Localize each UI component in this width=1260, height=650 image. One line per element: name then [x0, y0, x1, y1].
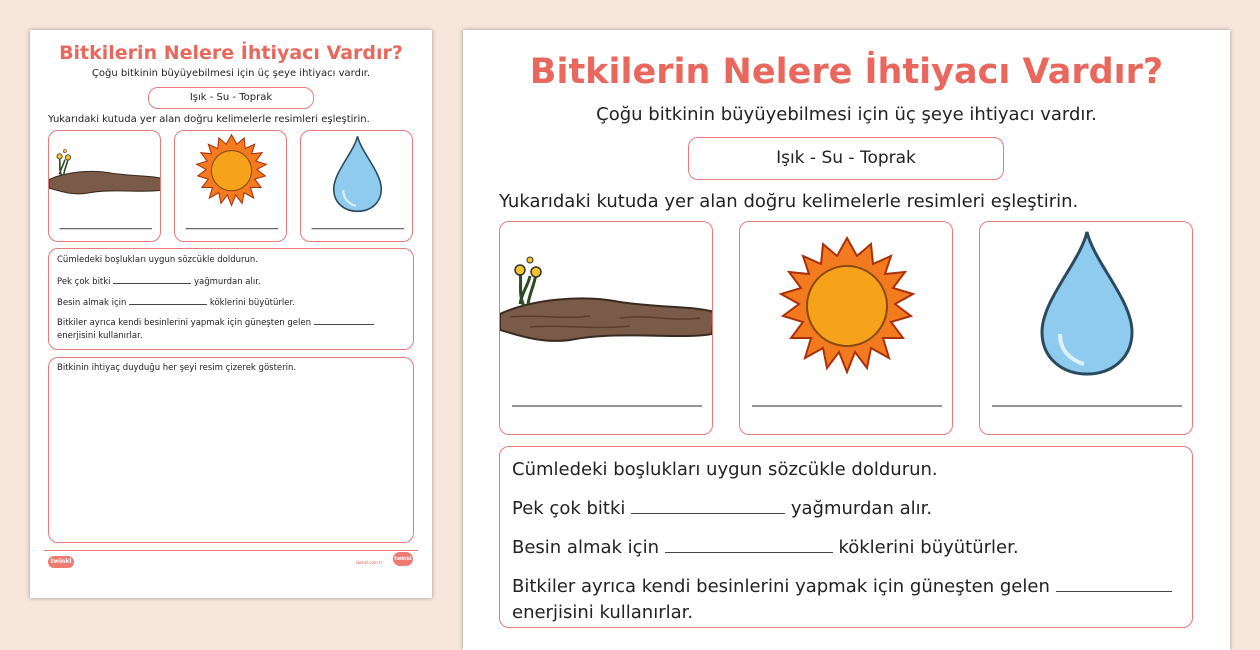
picture-box-soil — [48, 130, 161, 242]
sun-icon — [740, 222, 953, 434]
page-title: Bitkilerin Nelere İhtiyacı Vardır? — [529, 52, 1164, 92]
sentence-2: Besin almak için köklerini büyütürler. — [57, 298, 295, 308]
page-title: Bitkilerin Nelere İhtiyacı Vardır? — [59, 42, 403, 64]
blank-field-2[interactable] — [665, 552, 833, 553]
blank-field-1[interactable] — [113, 283, 191, 284]
word-bank-box: Işık - Su - Toprak — [688, 137, 1004, 180]
fill-in-heading: Cümledeki boşlukları uygun sözcükle doldurun. — [512, 459, 938, 480]
footer-url: twinkl.com.tr — [356, 560, 383, 565]
blank-field-1[interactable] — [631, 513, 785, 514]
picture-box-soil — [499, 221, 713, 435]
sentence-3: Bitkiler ayrıca kendi besinlerini yapmak için güneşten gelen — [512, 576, 1172, 597]
sentence-3: Bitkiler ayrıca kendi besinlerini yapmak için güneşten gelen — [57, 318, 374, 328]
picture-box-water — [979, 221, 1193, 435]
soil-with-flower-icon — [500, 222, 713, 434]
twinkl-logo-small: twinkl — [393, 552, 413, 566]
blank-field-3[interactable] — [1056, 591, 1172, 592]
matching-instruction: Yukarıdaki kutuda yer alan doğru kelimelerle resimleri eşleştirin. — [48, 114, 370, 125]
matching-instruction: Yukarıdaki kutuda yer alan doğru kelimelerle resimleri eşleştirin. — [499, 191, 1079, 212]
water-drop-icon — [301, 131, 413, 242]
fill-in-panel — [48, 248, 414, 350]
blank-field-3[interactable] — [314, 324, 374, 325]
subtitle: Çoğu bitkinin büyüyebilmesi için üç şeye ihtiyacı vardır. — [596, 104, 1097, 125]
worksheet-thumbnail[interactable] — [30, 30, 432, 598]
sentence-3-end: enerjisini kullanırlar. — [57, 331, 143, 341]
subtitle: Çoğu bitkinin büyüyebilmesi için üç şeye ihtiyacı vardır. — [91, 68, 371, 79]
drawing-prompt: Bitkinin ihtiyaç duyduğu her şeyi resim çizerek gösterin. — [57, 363, 297, 373]
picture-box-sun — [174, 130, 287, 242]
water-drop-icon — [980, 222, 1193, 434]
word-bank-box: Işık - Su - Toprak — [148, 87, 314, 109]
picture-box-water — [300, 130, 413, 242]
footer-divider — [44, 550, 418, 551]
sentence-1: Pek çok bitki yağmurdan alır. — [57, 277, 261, 287]
blank-field-2[interactable] — [129, 304, 207, 305]
worksheet-zoom[interactable] — [463, 30, 1230, 650]
drawing-area[interactable] — [48, 357, 414, 543]
sun-icon — [175, 131, 287, 242]
sentence-1: Pek çok bitki yağmurdan alır. — [512, 498, 933, 519]
sentence-2: Besin almak için köklerini büyütürler. — [512, 537, 1019, 558]
soil-with-flower-icon — [49, 131, 161, 242]
sentence-3-end: enerjisini kullanırlar. — [512, 602, 694, 623]
fill-in-heading: Cümledeki boşlukları uygun sözcükle doldurun. — [57, 255, 258, 265]
fill-in-panel — [499, 446, 1193, 628]
twinkl-logo: twinkl — [48, 556, 74, 568]
picture-box-sun — [739, 221, 953, 435]
